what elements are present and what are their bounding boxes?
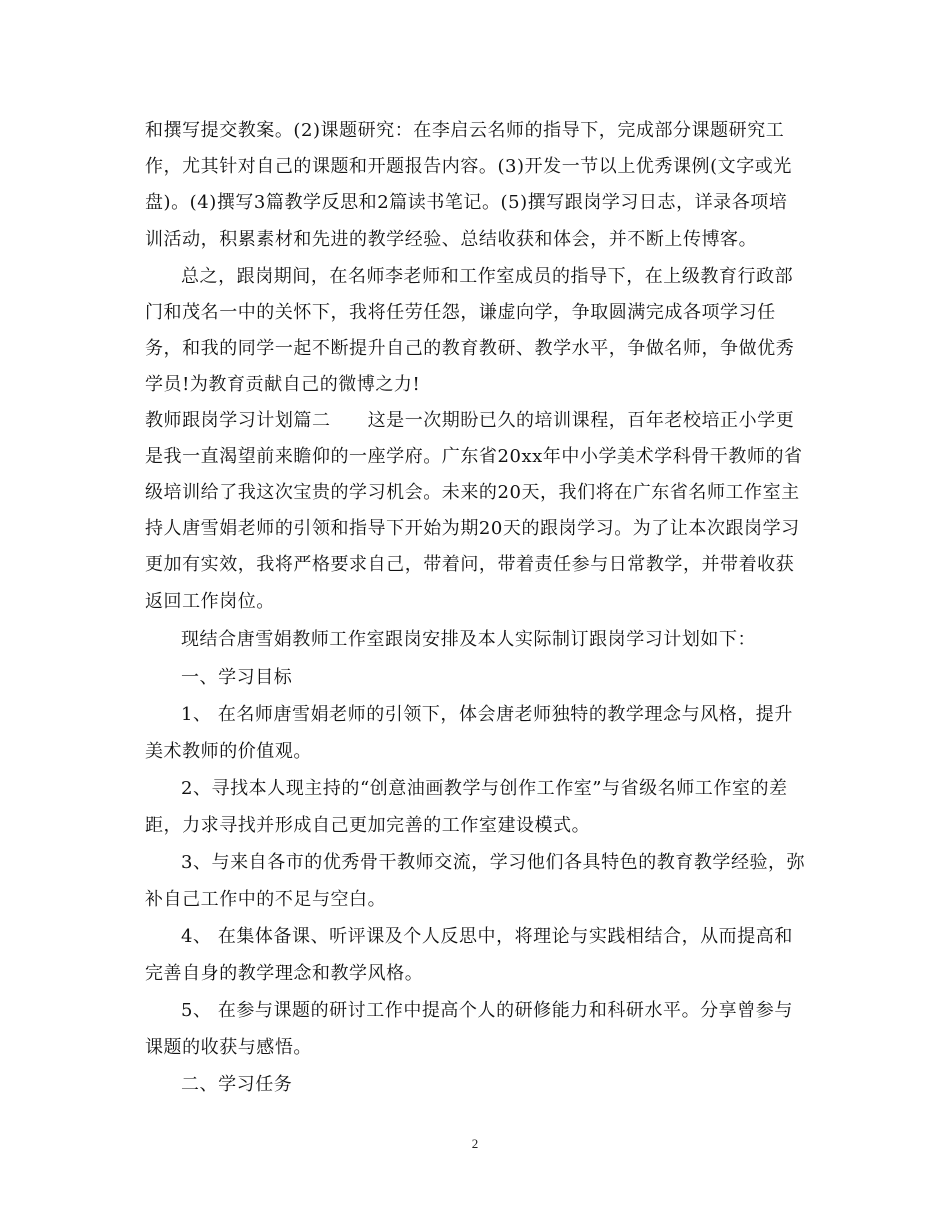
list-item-line: 补自己工作中的不足与空白。 [145, 889, 387, 910]
text-line: 盘)。(4)撰写3篇教学反思和2篇读书笔记。(5)撰写跟岗学习日志，详录各项培 [145, 192, 788, 213]
list-item-line: 距，力求寻找并形成自己更加完善的工作室建设模式。 [145, 815, 591, 836]
list-item-line: 1、 在名师唐雪娟老师的引领下，体会唐老师独特的教学理念与风格，提升 [181, 704, 793, 725]
text-line: 训活动，积累素材和先进的教学经验、总结收获和体会，并不断上传博客。 [145, 229, 758, 250]
text-line: 学员!为教育贡献自己的微博之力! [145, 374, 421, 395]
list-item-line: 完善自身的教学理念和教学风格。 [145, 963, 424, 984]
text-line: 现结合唐雪娟教师工作室跟岗安排及本人实际制订跟岗学习计划如下： [181, 629, 757, 650]
list-item-line: 3、与来自各市的优秀骨干教师交流，学习他们各具特色的教育教学经验，弥 [181, 852, 806, 873]
list-item-line: 4、 在集体备课、听评课及个人反思中，将理论与实践相结合，从而提高和 [181, 926, 793, 947]
text-line: 持人唐雪娟老师的引领和指导下开始为期20天的跟岗学习。为了让本次跟岗学习 [145, 518, 800, 539]
text-line: 总之，跟岗期间，在名师李老师和工作室成员的指导下，在上级教育行政部 [181, 266, 794, 287]
page-number: 2 [471, 1136, 479, 1151]
text-line: 级培训给了我这次宝贵的学习机会。未来的20天，我们将在广东省名师工作室主 [145, 482, 800, 503]
list-item-line: 美术教师的价值观。 [145, 741, 312, 762]
document-body [145, 113, 805, 1103]
section-heading: 一、学习目标 [181, 667, 293, 688]
section-heading: 二、学习任务 [181, 1074, 293, 1095]
text-line: 作，尤其针对自己的课题和开题报告内容。(3)开发一节以上优秀课例(文字或光 [145, 156, 792, 177]
text-line: 更加有实效，我将严格要求自己，带着问，带着责任参与日常教学，并带着收获 [145, 554, 795, 575]
list-item-line: 5、 在参与课题的研讨工作中提高个人的研修能力和科研水平。分享曾参与 [181, 1000, 793, 1021]
text-line: 务，和我的同学一起不断提升自己的教育教研、教学水平，争做名师，争做优秀 [145, 338, 795, 359]
section-heading-line: 教师跟岗学习计划篇二 这是一次期盼已久的培训课程，百年老校培正小学更 [145, 410, 795, 431]
list-item-line: 课题的收获与感悟。 [145, 1037, 312, 1058]
list-item-line: 2、寻找本人现主持的“创意油画教学与创作工作室”与省级名师工作室的差 [181, 778, 788, 799]
text-line: 返回工作岗位。 [145, 591, 275, 612]
text-line: 门和茂名一中的关怀下，我将任劳任怨，谦虚向学，争取圆满完成各项学习任 [145, 302, 776, 323]
text-line: 和撰写提交教案。(2)课题研究：在李启云名师的指导下，完成部分课题研究工 [145, 120, 785, 141]
text-line: 是我一直渴望前来瞻仰的一座学府。广东省20xx年中小学美术学科骨干教师的省 [145, 446, 803, 467]
